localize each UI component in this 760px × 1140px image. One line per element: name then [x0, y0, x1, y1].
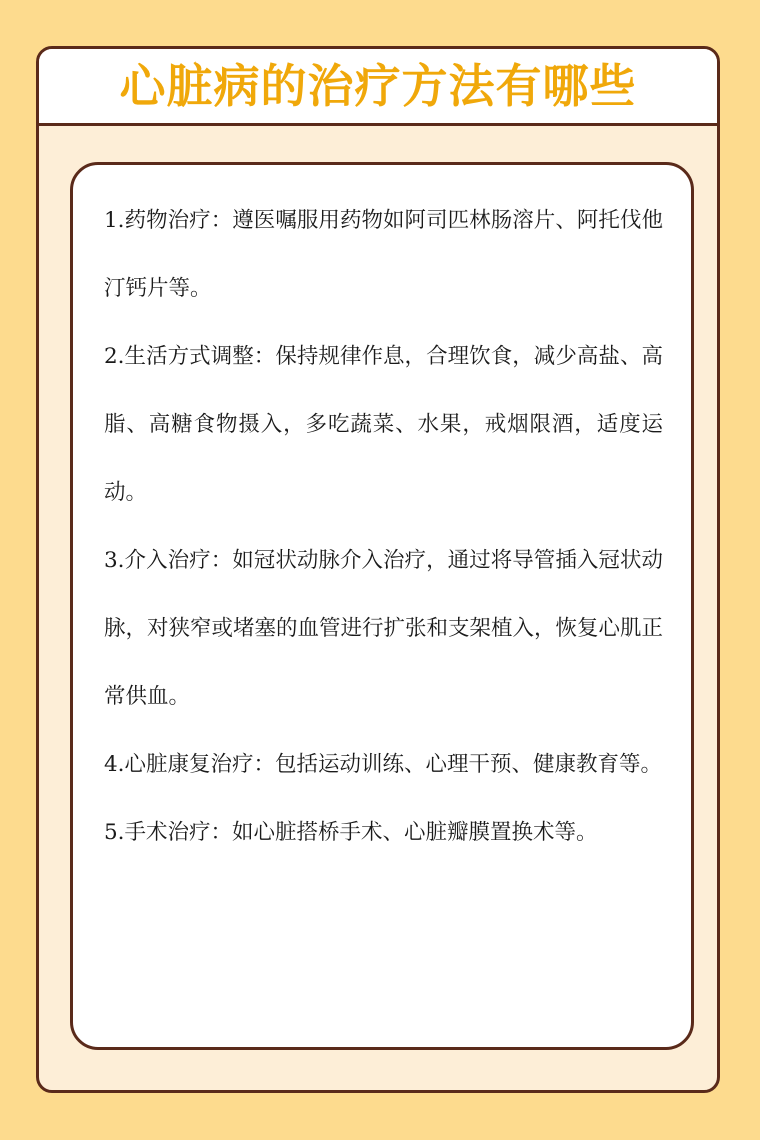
list-item-4	[104, 731, 663, 799]
content-panel	[70, 162, 694, 1050]
item-number: 2.	[104, 344, 125, 369]
item-text: 手术治疗：如心脏搭桥手术、心脏瓣膜置换术等。	[124, 820, 598, 845]
item-number: 4.	[104, 752, 125, 777]
article-card	[36, 46, 720, 1093]
item-number: 1.	[104, 208, 125, 233]
page-title: 心脏病的治疗方法有哪些	[119, 59, 637, 113]
item-text: 生活方式调整：保持规律作息，合理饮食，减少高盐、高脂、高糖食物摄入，多吃蔬菜、水果，戒烟限酒，适度运动。	[104, 344, 663, 505]
list-item-1	[104, 187, 663, 323]
item-text: 药物治疗：遵医嘱服用药物如阿司匹林肠溶片、阿托伐他汀钙片等。	[104, 208, 663, 301]
item-text: 心脏康复治疗：包括运动训练、心理干预、健康教育等。	[124, 752, 663, 777]
title-banner	[39, 49, 717, 126]
item-text: 介入治疗：如冠状动脉介入治疗，通过将导管插入冠状动脉，对狭窄或堵塞的血管进行扩张和支架植入，恢复心肌正常供血。	[104, 548, 664, 709]
list-item-3	[104, 527, 663, 731]
list-item-2	[104, 323, 663, 527]
item-number: 5.	[104, 820, 125, 845]
item-number: 3.	[104, 548, 125, 573]
list-item-5	[104, 799, 663, 867]
